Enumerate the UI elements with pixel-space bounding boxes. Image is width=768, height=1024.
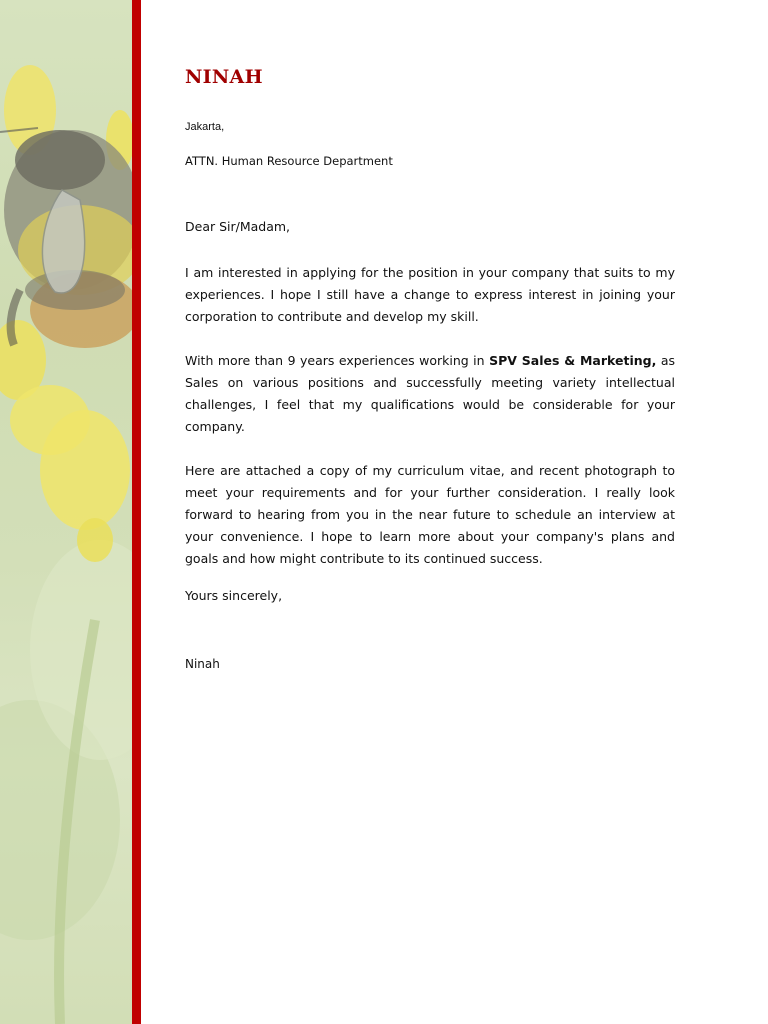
sender-name-heading: NINAH <box>185 66 263 88</box>
paragraph-experience-rest: as Sales on various positions and successfully meeting variety intellectual challenges, I feel that my qualifications would be considerable for your company. <box>185 353 675 434</box>
bumblebee-flower-photo <box>0 0 132 1024</box>
attention-line: ATTN. Human Resource Department <box>185 154 393 168</box>
paragraph-attachments: Here are attached a copy of my curriculum vitae, and recent photograph to meet your requirements and for your further consideration. I really look forward to hearing from you in the near future to schedule an interview at your convenience. I hope to learn more about your company's plans and goals and how might contribute to its continued success. <box>185 463 675 566</box>
closing-line: Yours sincerely, <box>185 588 283 603</box>
red-vertical-rule <box>132 0 141 1024</box>
city-line: Jakarta, <box>185 121 225 133</box>
paragraph-interest: I am interested in applying for the position in your company that suits to my experiences. I hope I still have a change to express interest in joining your corporation to contribute and develop my skill. <box>185 265 675 324</box>
paragraph-experience <box>185 350 675 438</box>
bumblebee-illustration <box>0 0 132 1024</box>
paragraph-experience-intro: With more than 9 years experiences working in <box>185 353 490 368</box>
salutation: Dear Sir/Madam, <box>185 219 291 234</box>
signature-name: Ninah <box>185 657 220 671</box>
experience-role-bold: SPV Sales & Marketing, <box>489 353 657 368</box>
